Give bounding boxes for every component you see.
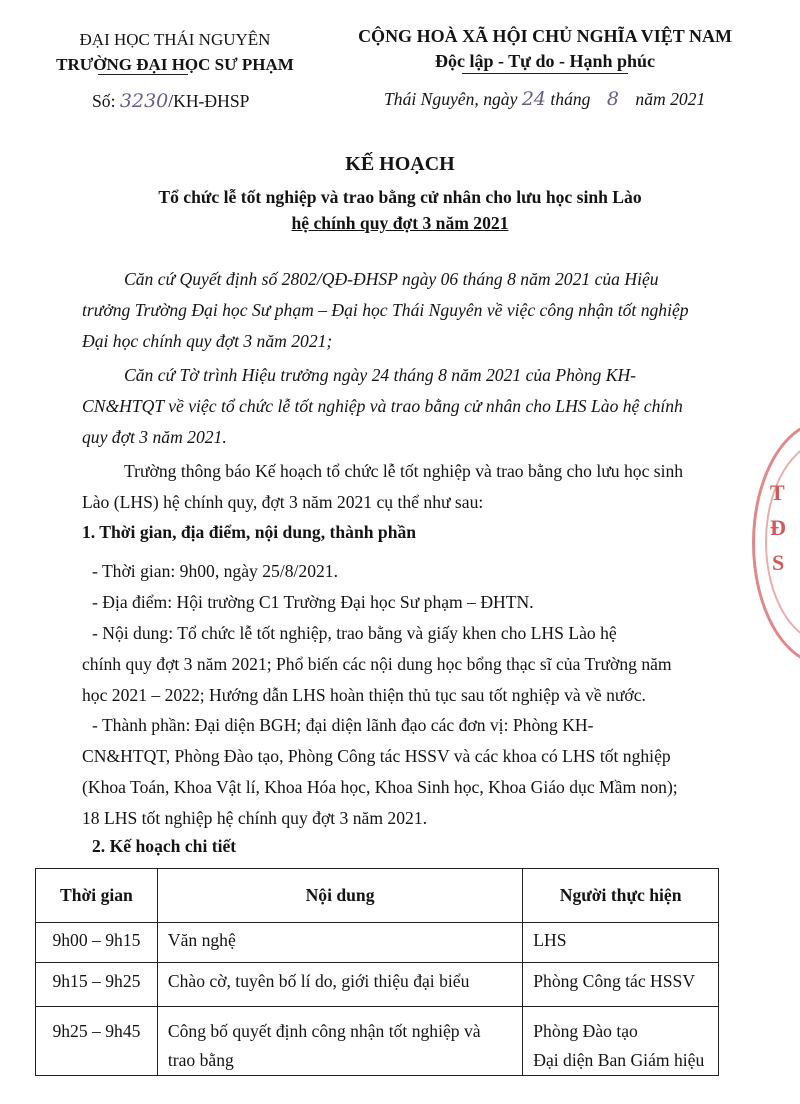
handwritten-number: 3230	[119, 90, 169, 112]
parent-org: ĐẠI HỌC THÁI NGUYÊN	[79, 30, 271, 49]
row-content: Chào cờ, tuyên bố lí do, giới thiệu đại biểu	[157, 963, 522, 1007]
table-row	[36, 1007, 719, 1076]
seal-letter: Đ	[770, 515, 786, 540]
table-header-row	[36, 869, 719, 923]
section-2-heading: 2. Kế hoạch chi tiết	[92, 836, 237, 856]
org-underline	[98, 74, 188, 75]
row-performer: LHS	[523, 923, 719, 963]
national-header	[340, 24, 750, 74]
time-line: - Thời gian: 9h00, ngày 25/8/2021.	[92, 561, 338, 581]
header-time: Thời gian	[36, 869, 158, 923]
section-1-heading: 1. Thời gian, địa điểm, nội dung, thành phần	[82, 522, 417, 542]
seal-letter: S	[772, 550, 785, 575]
seal-letter: T	[770, 480, 785, 505]
content-paragraph: - Nội dung: Tổ chức lễ tốt nghiệp, trao bằng và giấy khen cho LHS Lào hệ chính quy đợt 3 năm 2021; Phổ biến các nội dung học bổng thạc sĩ của Trường năm học 2021 – 2022; Hướng dẫn LHS hoàn thiện thủ tục sau tốt nghiệp và về nước.	[82, 623, 672, 705]
header-performer: Người thực hiện	[523, 869, 719, 923]
document-subtitle: Tổ chức lễ tốt nghiệp và trao bằng cử nhân cho lưu học sinh Lào	[158, 187, 642, 207]
place-line: - Địa điểm: Hội trường C1 Trường Đại học Sư phạm – ĐHTN.	[92, 592, 534, 612]
row-content: Văn nghệ	[157, 923, 522, 963]
table-row	[36, 963, 719, 1007]
intro-paragraph: Trường thông báo Kế hoạch tổ chức lễ tốt nghiệp và trao bằng cho lưu học sinh Lào (LHS) hệ chính quy, đợt 3 năm 2021 cụ thể như sau:	[82, 461, 684, 512]
schedule-table	[35, 868, 719, 1076]
motto-underline	[462, 73, 628, 74]
issuing-authority	[40, 27, 310, 77]
document-number: Số: 3230/KH-ĐHSP	[92, 90, 250, 112]
row-content: Công bố quyết định công nhận tốt nghiệp và trao bằng	[157, 1007, 522, 1076]
document-subtitle-2: hệ chính quy đợt 3 năm 2021	[291, 213, 509, 233]
members-paragraph: - Thành phần: Đại diện BGH; đại diện lãnh đạo các đơn vị: Phòng KH- CN&HTQT, Phòng Đào tạo, Phòng Công tác HSSV và các khoa có LHS tốt nghiệp (Khoa Toán, Khoa Vật lí, Khoa Hóa học, Khoa Sinh học, Khoa Giáo dục Mầm non); 18 LHS tốt nghiệp hệ chính quy đợt 3 năm 2021.	[82, 715, 678, 828]
row-time: 9h00 – 9h15	[36, 923, 158, 963]
row-time: 9h25 – 9h45	[36, 1007, 158, 1076]
basis-paragraph-2: Căn cứ Tờ trình Hiệu trưởng ngày 24 tháng 8 năm 2021 của Phòng KH- CN&HTQT về việc tổ chức lễ tốt nghiệp và trao bằng cử nhân cho LHS Lào hệ chính quy đợt 3 năm 2021.	[82, 365, 683, 447]
document-title: KẾ HOẠCH	[345, 153, 455, 175]
row-performer: Phòng Công tác HSSV	[523, 963, 719, 1007]
header-content: Nội dung	[157, 869, 522, 923]
basis-paragraph-1: Căn cứ Quyết định số 2802/QĐ-ĐHSP ngày 06 tháng 8 năm 2021 của Hiệu trưởng Trường Đại học Sư phạm – Đại học Thái Nguyên về việc công nhận tốt nghiệp Đại học chính quy đợt 3 năm 2021;	[82, 269, 689, 351]
row-performer: Phòng Đào tạo Đại diện Ban Giám hiệu	[523, 1007, 719, 1076]
place-date: Thái Nguyên, ngày 24 tháng 8 năm 2021	[384, 88, 706, 110]
motto: Độc lập - Tự do - Hạnh phúc	[434, 51, 656, 71]
nation-title: CỘNG HOÀ XÃ HỘI CHỦ NGHĨA VIỆT NAM	[358, 26, 732, 46]
table-row	[36, 923, 719, 963]
row-time: 9h15 – 9h25	[36, 963, 158, 1007]
org-name: TRƯỜNG ĐẠI HỌC SƯ PHẠM	[56, 55, 294, 74]
